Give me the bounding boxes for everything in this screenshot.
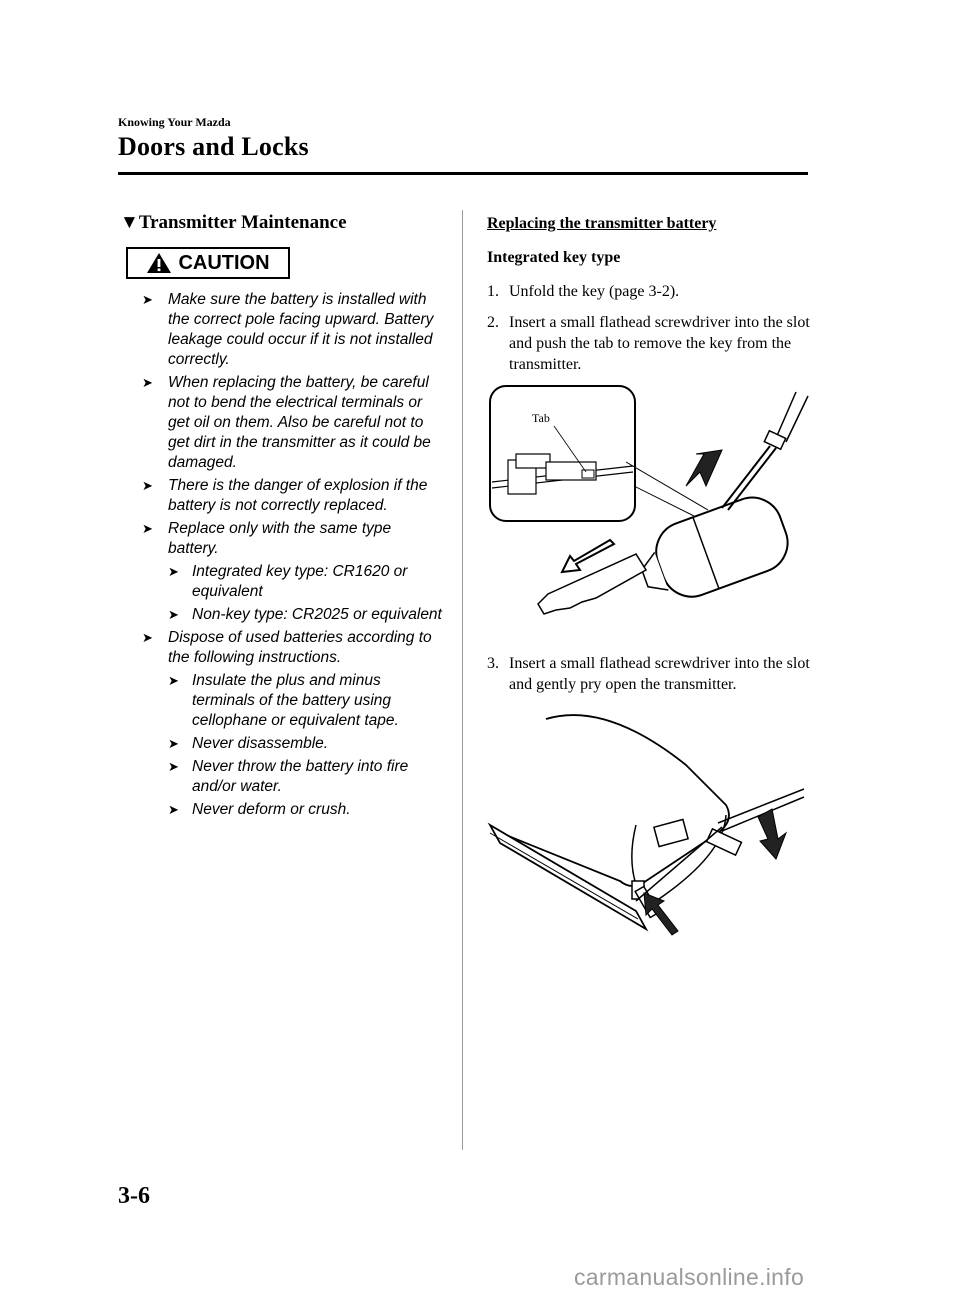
arrow-bullet-icon: ➤ (168, 736, 179, 751)
caution-subitem: ➤ Insulate the plus and minus terminals of the battery using cellophane or equivalent tape. (168, 672, 399, 729)
arrow-bullet-icon: ➤ (168, 673, 179, 688)
caution-item: ➤ Replace only with the same type battery. (142, 520, 392, 557)
caution-subitem: ➤ Never throw the battery into fire and/or water. (168, 758, 409, 795)
caution-subitem: ➤ Never deform or crush. (168, 801, 351, 818)
arrow-bullet-icon: ➤ (168, 759, 179, 774)
heading-text: Transmitter Maintenance (138, 212, 347, 233)
step-number: 1. (487, 283, 499, 300)
caution-item: ➤ Make sure the battery is installed with the correct pole facing upward. Battery leakage could occur if it is not installed correctly. (142, 291, 434, 368)
step-2 (487, 312, 817, 375)
pry-open-figure (486, 705, 816, 940)
caution-box (126, 247, 290, 279)
caution-subitem: ➤ Never disassemble. (168, 735, 329, 752)
section-heading (120, 212, 347, 234)
caution-subitem: ➤ Non-key type: CR2025 or equivalent (168, 606, 442, 623)
caution-item: ➤ When replacing the battery, be careful not to bend the electrical terminals or get oil on them. Also be careful not to get dirt in the transmitter as it could be damaged. (142, 374, 431, 471)
arrow-bullet-icon: ➤ (168, 607, 179, 622)
arrow-bullet-icon: ➤ (142, 375, 153, 390)
step-3 (487, 653, 817, 695)
caution-subitem: ➤ Integrated key type: CR1620 or equivalent (168, 563, 408, 600)
page-number: 3-6 (118, 1183, 150, 1209)
arrow-bullet-icon: ➤ (142, 478, 153, 493)
section-label: Knowing Your Mazda (118, 115, 231, 129)
warning-triangle-icon (146, 252, 172, 274)
step-text: Insert a small flathead screwdriver into the slot and gently pry open the transmitter. (509, 655, 810, 693)
arrow-bullet-icon: ➤ (142, 292, 153, 307)
chapter-title: Doors and Locks (118, 132, 309, 161)
caution-item: ➤ There is the danger of explosion if the battery is not correctly replaced. (142, 477, 428, 514)
caution-label: CAUTION (178, 251, 270, 274)
procedure-subheading: Replacing the transmitter battery (487, 215, 717, 232)
arrow-bullet-icon: ➤ (168, 564, 179, 579)
triangle-marker-icon: ▼ (120, 212, 139, 233)
step-1 (487, 281, 817, 302)
tab-callout: Tab (532, 411, 550, 425)
arrow-bullet-icon: ➤ (142, 521, 153, 536)
step-number: 2. (487, 314, 499, 331)
key-removal-figure (486, 382, 816, 632)
step-text: Insert a small flathead screwdriver into the slot and push the tab to remove the key from the transmitter. (509, 314, 810, 373)
arrow-bullet-icon: ➤ (168, 802, 179, 817)
arrow-bullet-icon: ➤ (142, 630, 153, 645)
step-text: Unfold the key (page 3-2). (509, 283, 680, 300)
header-divider (118, 172, 808, 175)
watermark-text: carmanualsonline.info (574, 1264, 805, 1290)
column-divider (462, 210, 463, 1150)
caution-item: ➤ Dispose of used batteries according to the following instructions. (142, 629, 432, 666)
step-number: 3. (487, 655, 499, 672)
caution-list (142, 290, 442, 823)
key-type-heading: Integrated key type (487, 249, 621, 266)
